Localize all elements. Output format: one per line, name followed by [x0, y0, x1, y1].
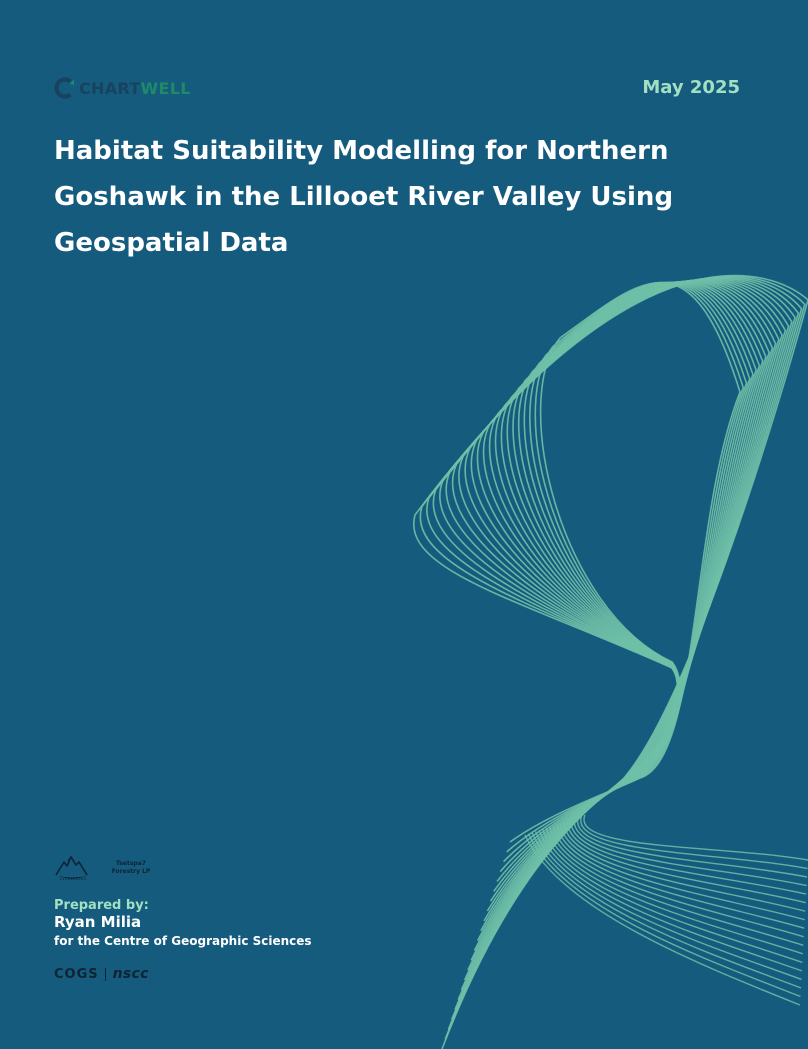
chartwell-wordmark: [79, 79, 191, 98]
wave-line-lower: [543, 829, 803, 962]
partner-name: [100, 860, 162, 876]
wave-line-upper: [484, 282, 766, 921]
report-date: May 2025: [642, 77, 740, 98]
institution-logos: [54, 966, 149, 982]
wave-line-upper: [478, 281, 773, 940]
logo-text-chart: CHART: [79, 78, 141, 98]
partner-name-line2: Forestry LP: [111, 868, 151, 875]
wave-line-lower: [567, 821, 805, 903]
report-title: Habitat Suitability Modelling for Northern Goshawk in the Lillooet River Valley Using Geospatial Data: [54, 136, 674, 258]
nscc-logo: nscc: [112, 966, 149, 982]
partner-name-line1: Tsetspa7: [116, 860, 146, 867]
logo-divider: [105, 968, 106, 981]
prepared-by-label: Prepared by:: [54, 898, 149, 913]
wave-line-lower: [525, 835, 800, 1005]
cogs-logo: COGS: [54, 966, 99, 982]
partner-logo: [54, 853, 162, 883]
author-name: Ryan Milia: [54, 913, 142, 931]
chartwell-c-icon: [54, 77, 76, 99]
wave-line-lower: [574, 819, 806, 886]
wave-line-lower: [584, 815, 808, 860]
author-affiliation: for the Centre of Geographic Sciences: [54, 934, 312, 948]
mountain-canoe-icon: [54, 853, 94, 883]
logo-text-well: WELL: [140, 78, 191, 98]
chartwell-logo: [54, 76, 191, 100]
